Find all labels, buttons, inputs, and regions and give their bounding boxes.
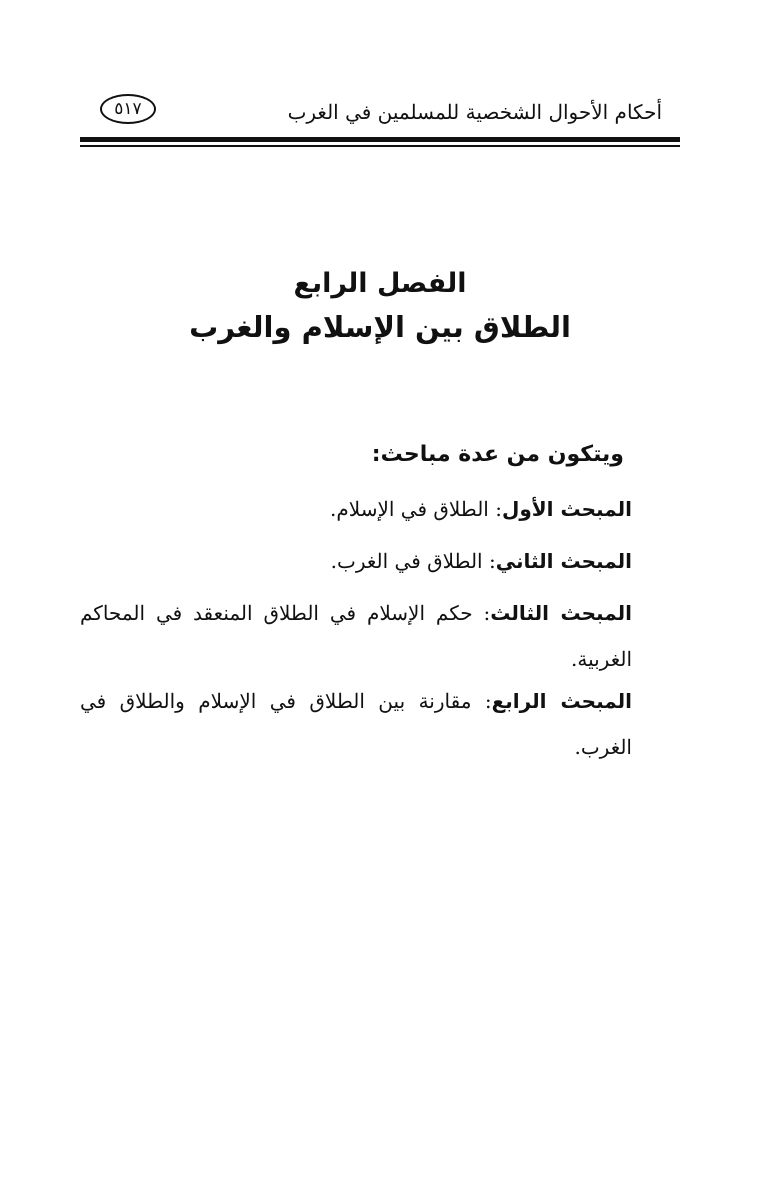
section-intro: ويتكون من عدة مباحث: — [371, 442, 624, 467]
header-rule-thin — [80, 145, 680, 147]
section-item — [80, 590, 632, 682]
section-item-text: : حكم الإسلام في الطلاق المنعقد في المحاكم الغربية. — [80, 601, 632, 671]
section-item-label: المبحث الرابع — [491, 689, 632, 713]
section-item — [80, 538, 632, 584]
chapter-title: الطلاق بين الإسلام والغرب — [189, 310, 571, 344]
section-item-text: : الطلاق في الغرب. — [330, 549, 496, 573]
running-header — [80, 86, 680, 130]
section-item-label: المبحث الأول — [501, 497, 632, 521]
chapter-number: الفصل الرابع — [293, 268, 467, 299]
page-number: ٥١٧ — [100, 94, 156, 124]
section-item-label: المبحث الثالث — [490, 601, 632, 625]
section-item — [80, 486, 632, 532]
section-item-text: : مقارنة بين الطلاق في الإسلام والطلاق في الغرب. — [80, 689, 632, 759]
section-item-text: : الطلاق في الإسلام. — [330, 497, 502, 521]
section-item-label: المبحث الثاني — [495, 549, 632, 573]
header-rule-thick — [80, 137, 680, 142]
book-title: أحكام الأحوال الشخصية للمسلمين في الغرب — [287, 100, 662, 124]
section-item — [80, 678, 632, 770]
